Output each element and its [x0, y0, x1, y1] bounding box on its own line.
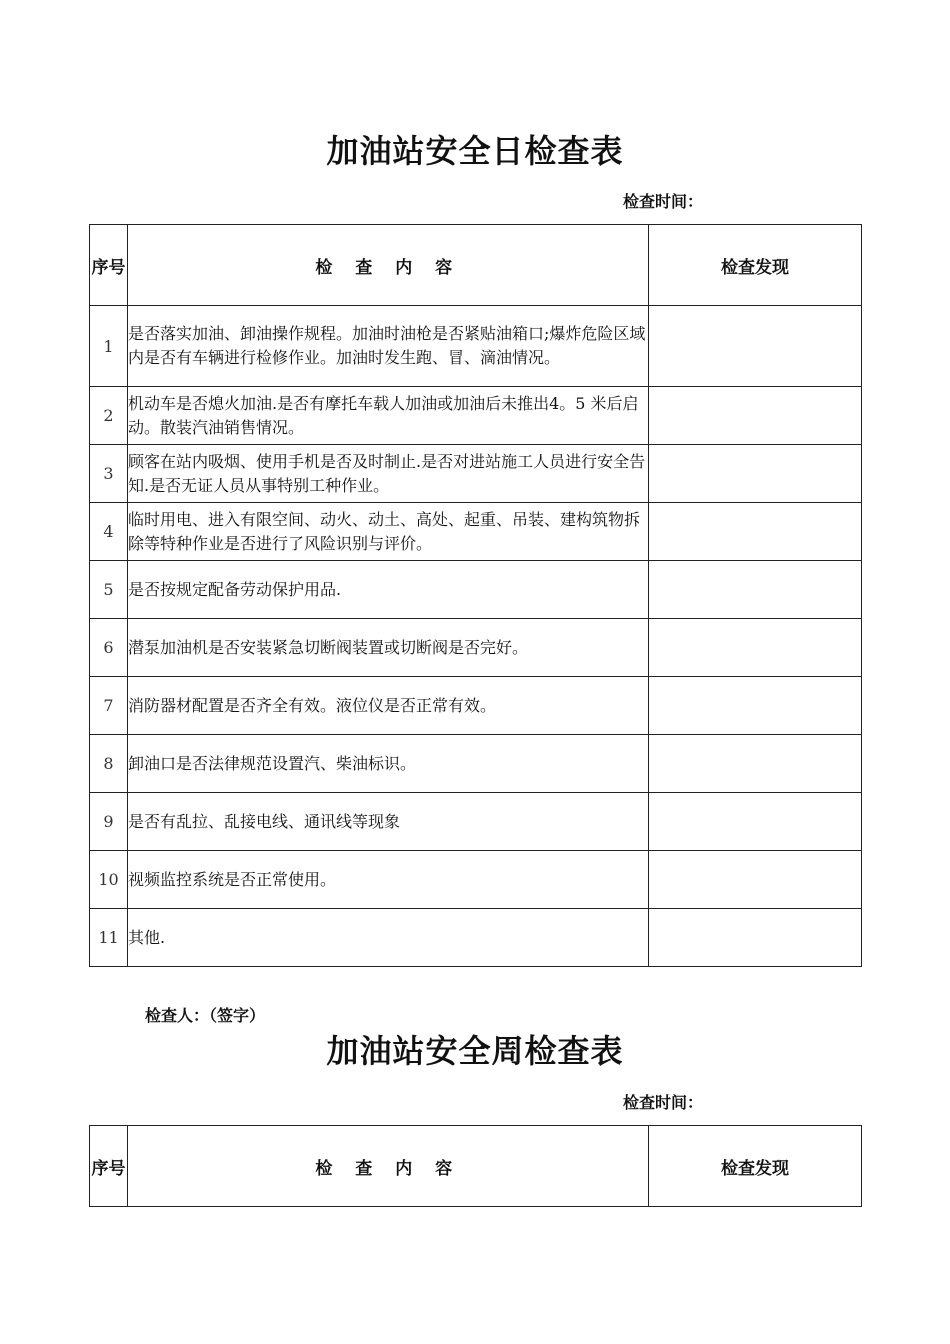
row-number: 5 [90, 561, 128, 619]
weekly-title: 加油站安全周检查表 [326, 1032, 624, 1070]
finding-cell[interactable] [649, 677, 862, 735]
finding-cell[interactable] [649, 445, 862, 503]
header-serial-number: 序号 [90, 225, 128, 306]
weekly-checklist-table [89, 1125, 862, 1207]
row-number: 2 [90, 387, 128, 445]
row-number: 10 [90, 851, 128, 909]
table-row [90, 387, 862, 445]
row-number: 7 [90, 677, 128, 735]
finding-cell[interactable] [649, 851, 862, 909]
row-content: 潜泵加油机是否安装紧急切断阀装置或切断阀是否完好。 [128, 619, 649, 677]
row-content: 顾客在站内吸烟、使用手机是否及时制止.是否对进站施工人员进行安全告知.是否无证人员从事特别工种作业。 [128, 445, 649, 503]
table-header-row [90, 225, 862, 306]
row-number: 4 [90, 503, 128, 561]
row-content: 是否有乱拉、乱接电线、通讯线等现象 [128, 793, 649, 851]
row-content: 是否按规定配备劳动保护用品. [128, 561, 649, 619]
header-serial-number: 序号 [90, 1126, 128, 1207]
table-row [90, 735, 862, 793]
row-content: 其他. [128, 909, 649, 967]
row-number: 11 [90, 909, 128, 967]
header-findings: 检查发现 [649, 1126, 862, 1207]
finding-cell[interactable] [649, 561, 862, 619]
table-row [90, 503, 862, 561]
header-check-content: 检 查 内 容 [128, 1126, 649, 1207]
row-content: 临时用电、进入有限空间、动火、动土、高处、起重、吊装、建构筑物拆除等特种作业是否进行了风险识别与评价。 [128, 503, 649, 561]
finding-cell[interactable] [649, 619, 862, 677]
header-check-content: 检 查 内 容 [128, 225, 649, 306]
header-findings: 检查发现 [649, 225, 862, 306]
table-row [90, 851, 862, 909]
row-number: 1 [90, 306, 128, 387]
row-content: 机动车是否熄火加油.是否有摩托车载人加油或加油后未推出4。5 米后启动。散装汽油销售情况。 [128, 387, 649, 445]
row-number: 3 [90, 445, 128, 503]
row-content: 视频监控系统是否正常使用。 [128, 851, 649, 909]
table-header-row [90, 1126, 862, 1207]
row-content: 卸油口是否法律规范设置汽、柴油标识。 [128, 735, 649, 793]
weekly-check-time-label: 检查时间： [623, 1093, 704, 1112]
row-number: 6 [90, 619, 128, 677]
finding-cell[interactable] [649, 909, 862, 967]
finding-cell[interactable] [649, 306, 862, 387]
finding-cell[interactable] [649, 503, 862, 561]
table-row [90, 561, 862, 619]
daily-checklist-table [89, 224, 862, 967]
row-content: 消防器材配置是否齐全有效。液位仪是否正常有效。 [128, 677, 649, 735]
finding-cell[interactable] [649, 387, 862, 445]
finding-cell[interactable] [649, 735, 862, 793]
finding-cell[interactable] [649, 793, 862, 851]
table-row [90, 677, 862, 735]
inspector-signature-label: 检查人：（签字） [145, 1006, 266, 1025]
table-row [90, 445, 862, 503]
daily-title: 加油站安全日检查表 [326, 132, 624, 170]
table-row [90, 306, 862, 387]
row-number: 8 [90, 735, 128, 793]
daily-check-time-label: 检查时间： [623, 192, 704, 211]
row-number: 9 [90, 793, 128, 851]
table-row [90, 619, 862, 677]
row-content: 是否落实加油、卸油操作规程。加油时油枪是否紧贴油箱口;爆炸危险区域内是否有车辆进行检修作业。加油时发生跑、冒、滴油情况。 [128, 306, 649, 387]
table-row [90, 793, 862, 851]
table-row [90, 909, 862, 967]
